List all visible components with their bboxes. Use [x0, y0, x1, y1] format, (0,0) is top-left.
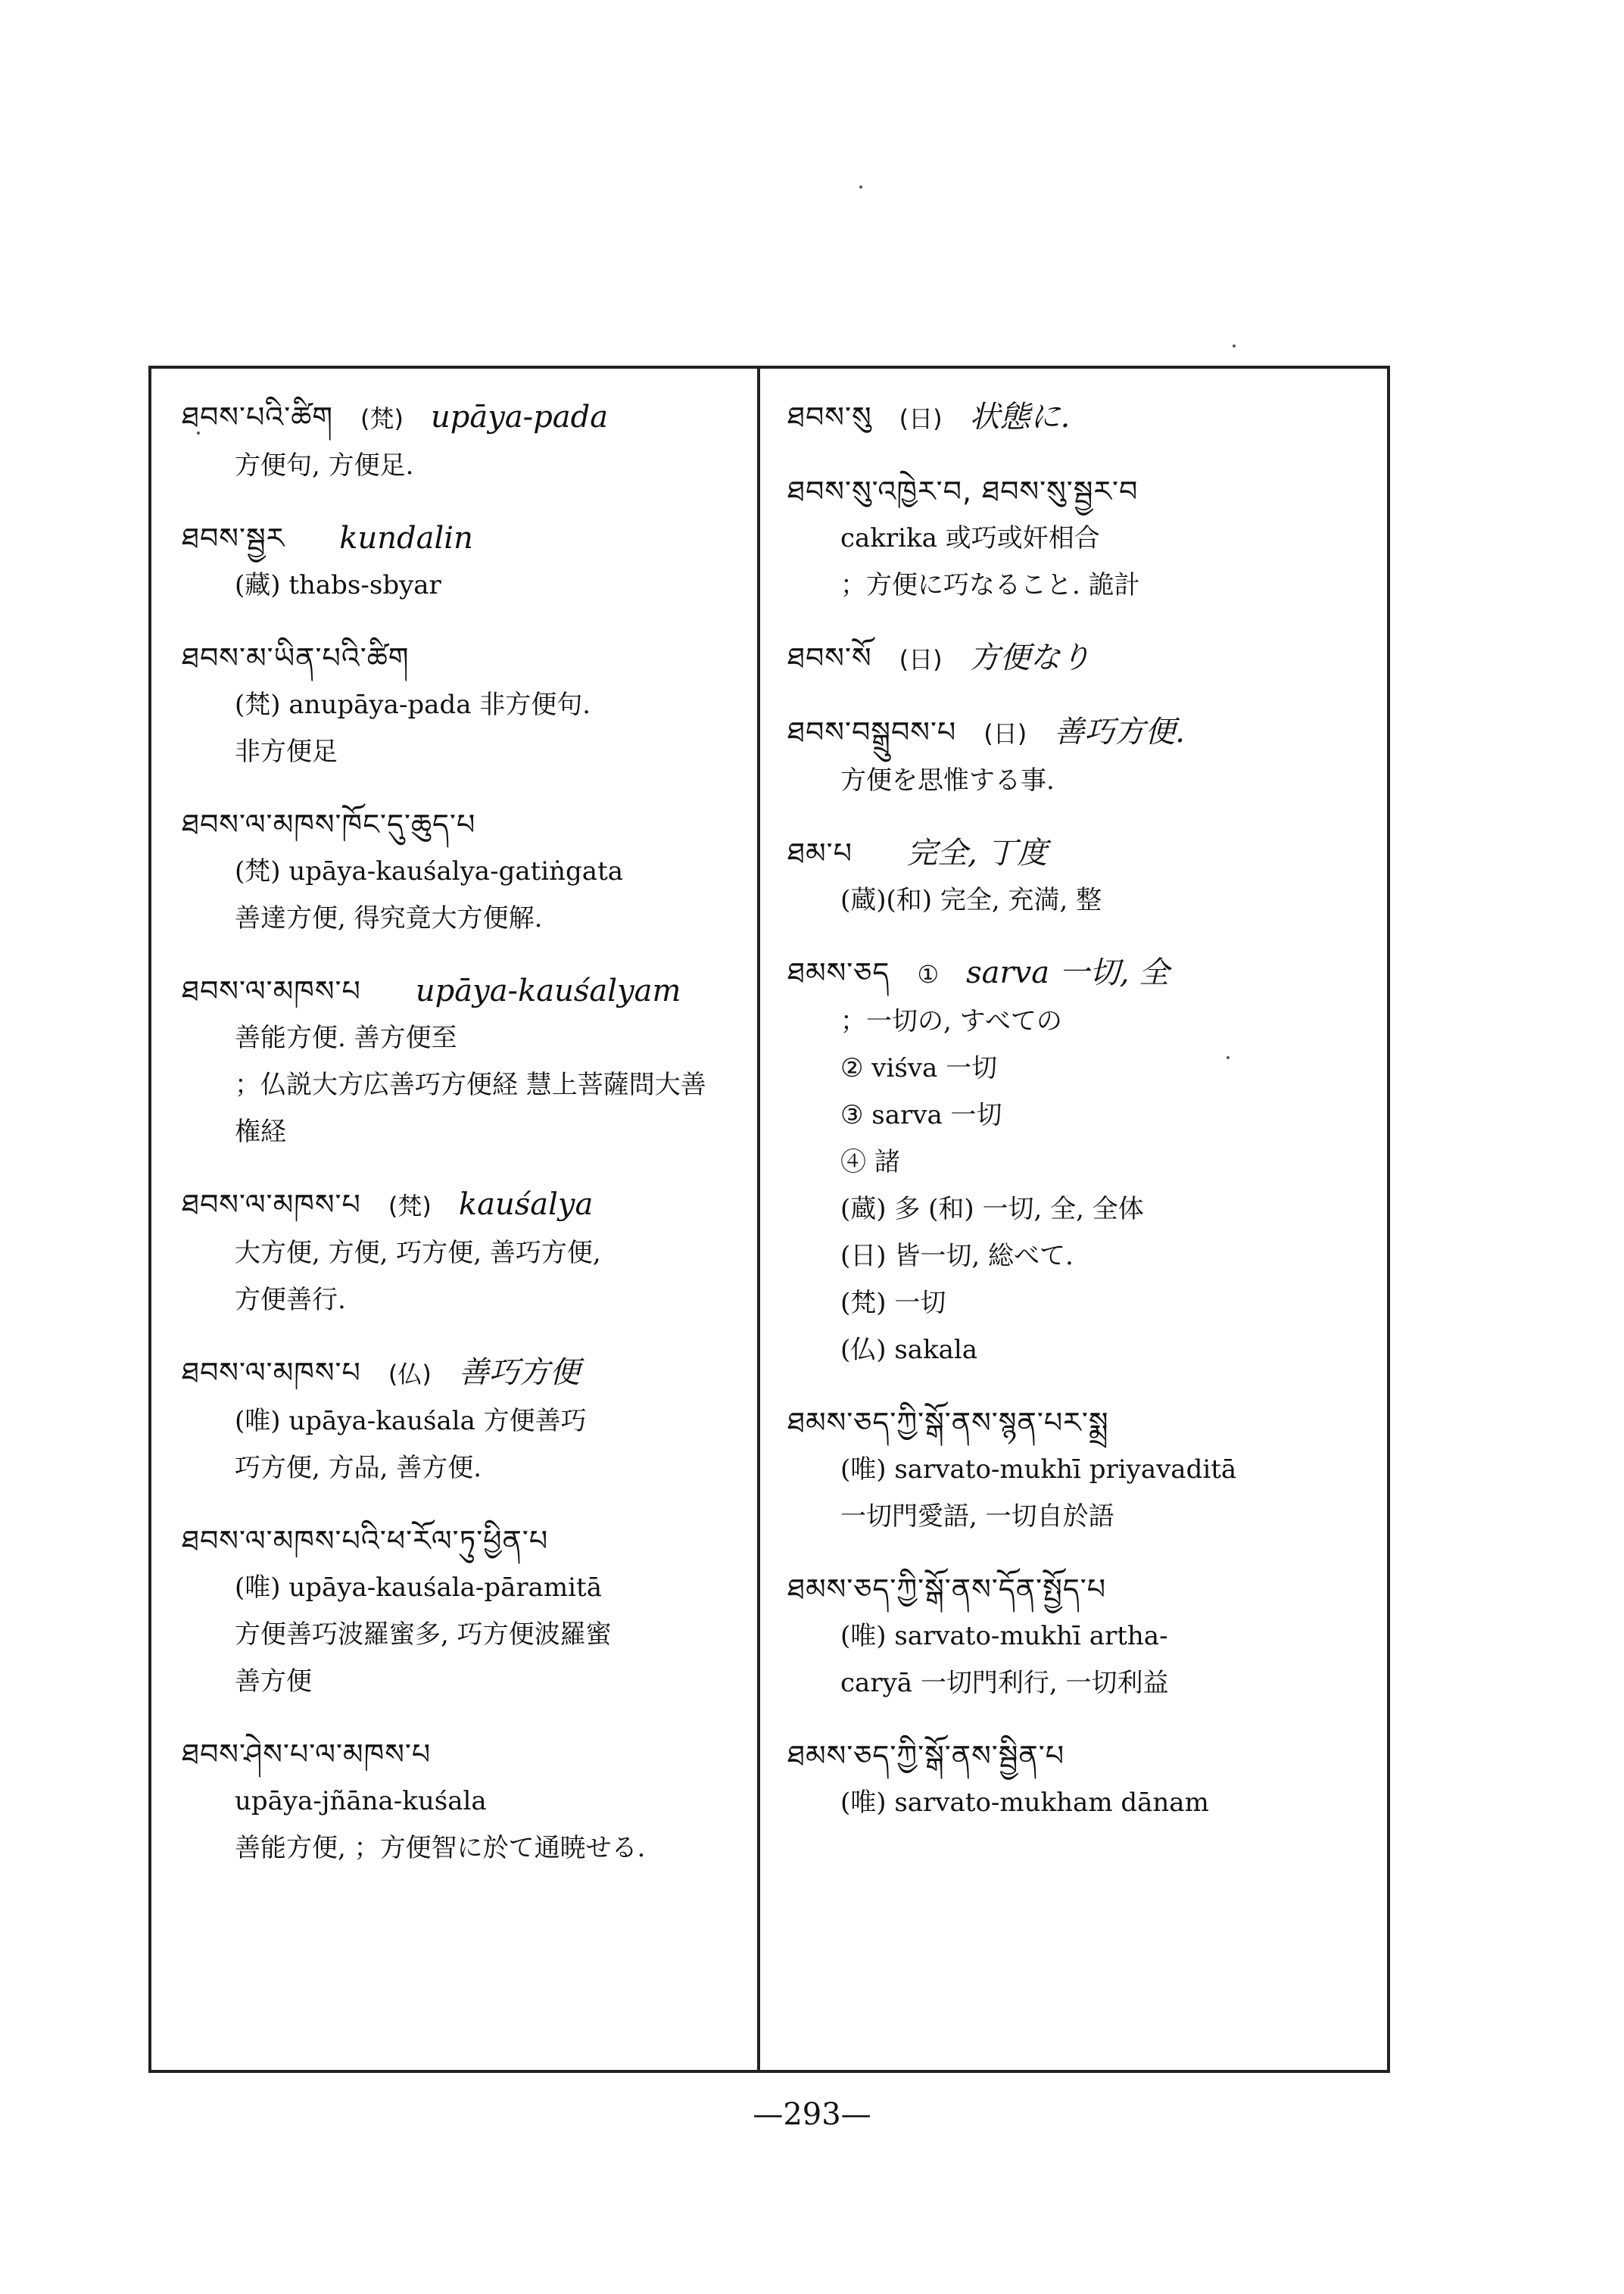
tibetan-headword: ཐབས་སྦྱར	[182, 522, 285, 555]
source-tag: (日)	[983, 719, 1027, 748]
source-tag: (梵)	[360, 404, 404, 433]
dictionary-entry	[182, 394, 742, 489]
entry-headword-row	[182, 1517, 742, 1564]
column-divider	[757, 366, 760, 2073]
right-column	[787, 394, 1386, 1852]
dictionary-entry	[182, 968, 742, 1155]
dictionary-entry	[787, 949, 1386, 1373]
entry-gloss-line: 権経	[235, 1117, 286, 1147]
dictionary-entry	[787, 1732, 1386, 1826]
tibetan-headword: ཐམས་ཅད	[787, 956, 890, 990]
entry-headword-row	[787, 468, 1386, 515]
sanskrit-term: 完全, 丁度	[906, 836, 1048, 871]
entry-gloss-line: ；一切の, すべての	[840, 1006, 1062, 1036]
entry-gloss-line: (藏) thabs-sbyar	[235, 570, 441, 600]
dictionary-entry	[787, 468, 1386, 609]
dictionary-entry	[182, 801, 742, 942]
entry-gloss-line: (梵) upāya-kauśalya-gatiṅgata	[235, 856, 624, 887]
tibetan-headword: ཐབས་པའི་ཚིག	[182, 401, 334, 434]
entry-gloss-line: 方便善行.	[235, 1285, 346, 1315]
entry-gloss-line: 方便善巧波羅蜜多, 巧方便波羅蜜	[235, 1619, 612, 1650]
dictionary-entry	[182, 1517, 742, 1705]
dictionary-entry	[182, 1181, 742, 1323]
entry-headword-row	[182, 515, 742, 562]
entry-gloss-line: cakrika 或巧或奸相合	[840, 523, 1100, 553]
tibetan-headword: ཐབས་ལ་མཁས་པའི་ཕ་རོལ་ཏུ་ཕྱིན་པ	[182, 1524, 549, 1557]
entry-headword-row	[182, 1349, 742, 1398]
entry-gloss-line: (唯) upāya-kauśala 方便善巧	[235, 1406, 587, 1436]
entry-gloss-line: 善方便	[235, 1666, 312, 1697]
left-column	[182, 394, 742, 1897]
sanskrit-term: 善巧方便.	[1054, 715, 1185, 750]
dictionary-entry	[787, 1399, 1386, 1540]
entry-headword-row	[182, 634, 742, 681]
source-tag: (梵)	[388, 1192, 432, 1220]
dictionary-entry	[787, 830, 1386, 924]
dictionary-entry	[182, 1349, 742, 1491]
sanskrit-term: 方便なり	[969, 641, 1091, 675]
entry-gloss-line: upāya-jñāna-kuśala	[235, 1786, 487, 1816]
entry-headword-row	[787, 394, 1386, 442]
entry-gloss-line: (仏) sakala	[840, 1335, 978, 1365]
entry-gloss-line: 方便句, 方便足.	[235, 450, 414, 481]
entry-headword-row	[787, 830, 1386, 877]
entry-gloss-line: (唯) upāya-kauśala-pāramitā	[235, 1572, 602, 1603]
entry-gloss-line: (日) 皆一切, 総べて.	[840, 1241, 1074, 1271]
entry-headword-row	[787, 709, 1386, 757]
dictionary-entry	[182, 515, 742, 609]
entry-headword-row	[787, 1399, 1386, 1446]
tibetan-headword: ཐམས་ཅད་ཀྱི་སྒོ་ནས་སྙན་པར་སྨྲ	[787, 1406, 1109, 1439]
entry-gloss-line: 善達方便, 得究竟大方便解.	[235, 903, 543, 933]
scan-speck	[1233, 344, 1236, 348]
sanskrit-term: 善巧方便	[458, 1355, 580, 1390]
sanskrit-term: upāya-kauśalyam	[415, 974, 681, 1008]
entry-gloss-line: (梵) anupāya-pada 非方便句.	[235, 690, 591, 720]
tibetan-headword: ཐབས་ལ་མཁས་ཁོང་དུ་ཆུད་པ	[182, 808, 476, 841]
page-number: —293—	[753, 2097, 871, 2132]
entry-gloss-line: 一切門愛語, 一切自於語	[840, 1501, 1114, 1532]
dictionary-entry	[182, 634, 742, 775]
entry-gloss-line: (梵) 一切	[840, 1288, 946, 1318]
entry-headword-row	[182, 1181, 742, 1230]
entry-headword-row	[787, 949, 1386, 998]
dictionary-entry	[182, 1731, 742, 1872]
entry-gloss-line: ④ 諸	[840, 1147, 900, 1177]
dictionary-entry	[787, 634, 1386, 683]
source-tag: ①	[917, 960, 940, 989]
entry-headword-row	[787, 1566, 1386, 1613]
tibetan-headword: ཐབས་ལ་མཁས་པ	[182, 974, 361, 1008]
entry-headword-row	[787, 634, 1386, 683]
sanskrit-term: upāya-pada	[431, 400, 609, 435]
dictionary-entry	[787, 1566, 1386, 1706]
tibetan-headword: ཐམ་པ	[787, 837, 853, 870]
tibetan-headword: ཐམས་ཅད་ཀྱི་སྒོ་ནས་དོན་སྤྱོད་པ	[787, 1572, 1107, 1606]
source-tag: (日)	[899, 645, 943, 674]
scan-speck	[859, 185, 862, 189]
tibetan-headword: ཐབས་སོ	[787, 641, 872, 675]
entry-gloss-line: 非方便足	[235, 737, 338, 767]
tibetan-headword: ཐབས་སུ	[787, 401, 872, 434]
entry-gloss-line: (蔵) 多 (和) 一切, 全, 全体	[840, 1194, 1144, 1224]
entry-gloss-line: (唯) sarvato-mukhī artha-	[840, 1621, 1168, 1651]
entry-gloss-line: (蔵)(和) 完全, 充満, 整	[840, 885, 1102, 915]
entry-gloss-line: 善能方便, ；方便智に於て通暁せる.	[235, 1833, 646, 1863]
tibetan-headword: ཐབས་སུ་འཁྱེར་བ, ཐབས་སུ་སྦྱར་བ	[787, 475, 1139, 508]
tibetan-headword: ཐབས་ཤེས་པ་ལ་མཁས་པ	[182, 1738, 432, 1771]
entry-gloss-line: 方便を思惟する事.	[840, 765, 1055, 796]
sanskrit-term: sarva 一切, 全	[966, 955, 1170, 990]
entry-gloss-line: ② viśva 一切	[840, 1053, 998, 1083]
entry-headword-row	[787, 1732, 1386, 1779]
source-tag: (仏)	[388, 1360, 432, 1389]
entry-headword-row	[182, 1731, 742, 1778]
dictionary-entry	[787, 709, 1386, 804]
tibetan-headword: ཐམས་ཅད་ཀྱི་སྒོ་ནས་སྦྱིན་པ	[787, 1739, 1065, 1772]
entry-gloss-line: caryā 一切門利行, 一切利益	[840, 1668, 1169, 1698]
sanskrit-term: kundalin	[339, 521, 473, 556]
sanskrit-term: kauśalya	[458, 1187, 594, 1222]
entry-gloss-line: 大方便, 方便, 巧方便, 善巧方便,	[235, 1238, 601, 1268]
entry-gloss-line: 巧方便, 方品, 善方便.	[235, 1453, 482, 1483]
entry-gloss-line: ；方便に巧なること. 詭計	[840, 570, 1140, 600]
entry-gloss-line: (唯) sarvato-mukham dānam	[840, 1788, 1209, 1818]
entry-headword-row	[182, 394, 742, 442]
sanskrit-term: 状態に.	[969, 400, 1071, 435]
entry-headword-row	[182, 801, 742, 848]
tibetan-headword: ཐབས་ལ་མཁས་པ	[182, 1356, 361, 1389]
source-tag: (日)	[899, 404, 943, 433]
entry-gloss-line: (唯) sarvato-mukhī priyavaditā	[840, 1454, 1237, 1485]
tibetan-headword: ཐབས་མ་ཡིན་པའི་ཚིག	[182, 641, 410, 675]
entry-gloss-line: 善能方便. 善方便至	[235, 1023, 457, 1053]
entry-headword-row	[182, 968, 742, 1015]
entry-gloss-line: ③ sarva 一切	[840, 1100, 1002, 1130]
tibetan-headword: ཐབས་བསྒྲུབས་པ	[787, 715, 957, 749]
entry-gloss-line: ；仏説大方広善巧方便経 慧上菩薩問大善	[235, 1070, 706, 1100]
dictionary-entry	[787, 394, 1386, 442]
tibetan-headword: ཐབས་ལ་མཁས་པ	[182, 1188, 361, 1221]
